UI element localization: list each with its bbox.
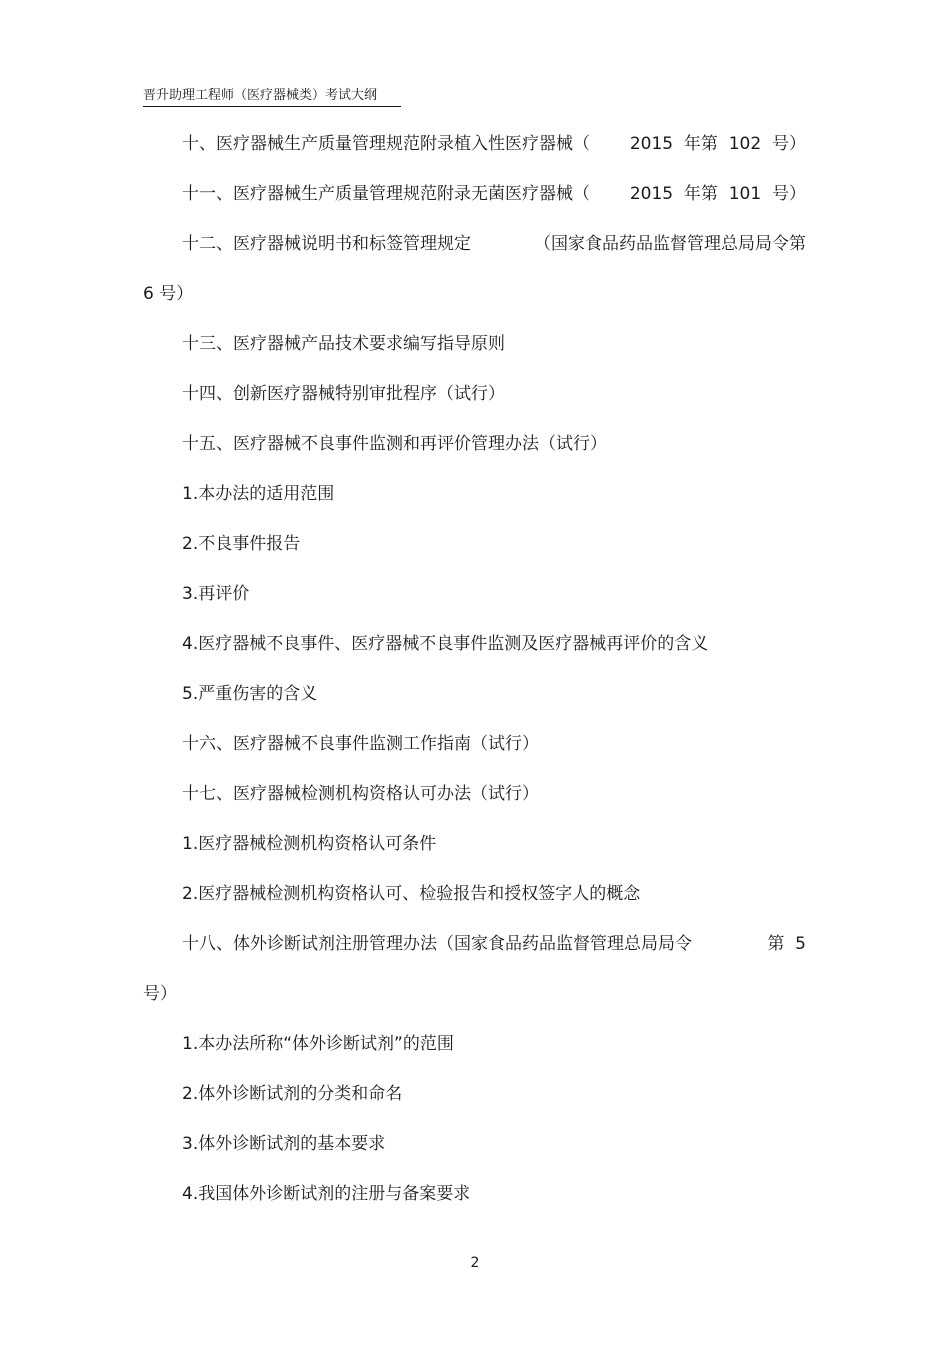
item-12-continuation: 6 号） (143, 284, 194, 304)
header-divider (143, 106, 401, 107)
item-15-sub-4: 4.医疗器械不良事件、医疗器械不良事件监测及医疗器械再评价的含义 (182, 634, 709, 654)
item-15-sub-3: 3.再评价 (182, 584, 250, 604)
item-18-sub-3: 3.体外诊断试剂的基本要求 (182, 1134, 386, 1154)
item-12 (182, 234, 806, 254)
item-10 (182, 134, 806, 154)
item-11-number: 2015 年第 101 号） (629, 184, 806, 204)
running-header: 晋升助理工程师（医疗器械类）考试大纲 (143, 88, 378, 103)
item-16: 十六、医疗器械不良事件监测工作指南（试行） (182, 734, 539, 754)
item-17-sub-1: 1.医疗器械检测机构资格认可条件 (182, 834, 437, 854)
item-18-continuation: 号） (143, 984, 177, 1004)
item-18-sub-4: 4.我国体外诊断试剂的注册与备案要求 (182, 1184, 471, 1204)
item-10-title: 十、医疗器械生产质量管理规范附录植入性医疗器械（ (182, 134, 590, 154)
item-12-source: （国家食品药品监督管理总局局令第 (534, 234, 806, 254)
item-11 (182, 184, 806, 204)
item-10-number: 2015 年第 102 号） (629, 134, 806, 154)
item-18-number: 第 5 (767, 934, 806, 954)
item-15-sub-2: 2.不良事件报告 (182, 534, 301, 554)
item-14: 十四、创新医疗器械特别审批程序（试行） (182, 384, 505, 404)
item-17: 十七、医疗器械检测机构资格认可办法（试行） (182, 784, 539, 804)
page-number: 2 (470, 1255, 480, 1271)
item-15: 十五、医疗器械不良事件监测和再评价管理办法（试行） (182, 434, 607, 454)
item-12-title: 十二、医疗器械说明书和标签管理规定 (182, 234, 471, 254)
item-18-sub-2: 2.体外诊断试剂的分类和命名 (182, 1084, 403, 1104)
item-15-sub-5: 5.严重伤害的含义 (182, 684, 318, 704)
item-15-sub-1: 1.本办法的适用范围 (182, 484, 335, 504)
item-18-title: 十八、体外诊断试剂注册管理办法（国家食品药品监督管理总局局令 (182, 934, 692, 954)
item-13: 十三、医疗器械产品技术要求编写指导原则 (182, 334, 505, 354)
item-17-sub-2: 2.医疗器械检测机构资格认可、检验报告和授权签字人的概念 (182, 884, 641, 904)
item-18-sub-1: 1.本办法所称“体外诊断试剂”的范围 (182, 1034, 454, 1054)
item-18 (182, 934, 806, 954)
item-11-title: 十一、医疗器械生产质量管理规范附录无菌医疗器械（ (182, 184, 590, 204)
